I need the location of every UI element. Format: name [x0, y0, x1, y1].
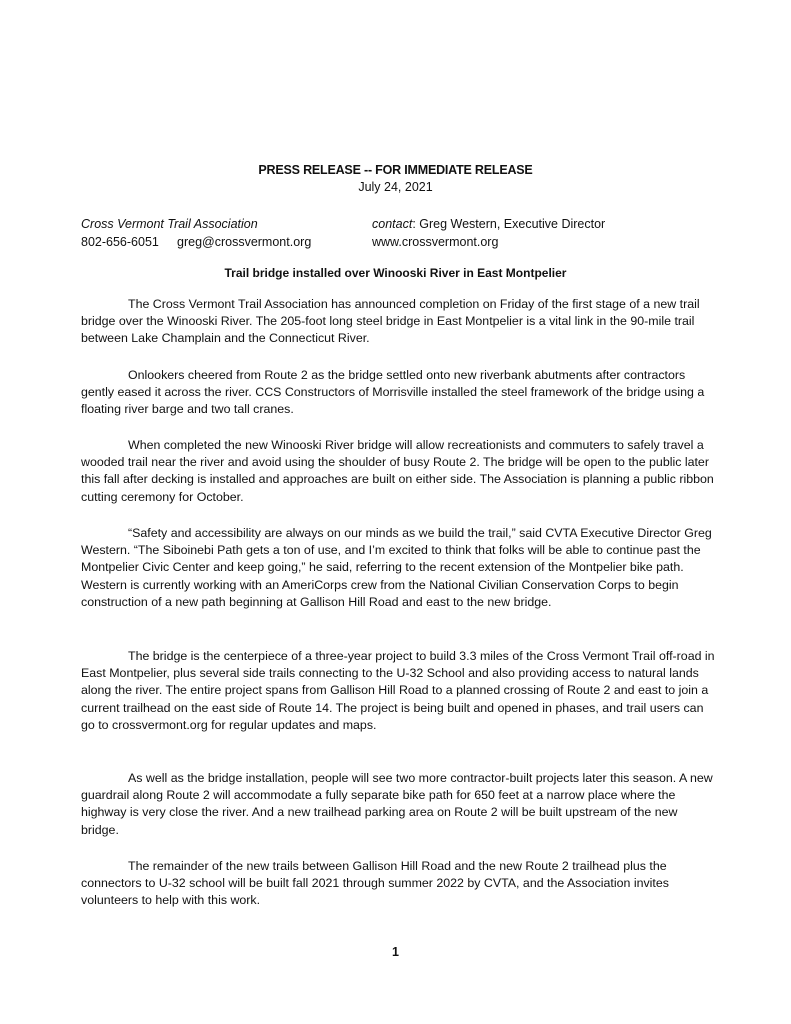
paragraph-text: As well as the bridge installation, people will see two more contractor-built projects later this season. A new guardrail along Route 2 will accommodate a fully separate bike path for 650 feet at a narrow place where the highway is very close the river. And a new trailhead parking area on Route 2 will be built upstream of the new bridge. [81, 771, 713, 837]
contact-person: : Greg Western, Executive Director [412, 217, 606, 231]
paragraph [81, 858, 717, 910]
headline: Trail bridge installed over Winooski River in East Montpelier [224, 266, 567, 280]
phone-number: 802-656-6051 [81, 235, 159, 249]
paragraph [81, 648, 717, 734]
paragraph-text: The bridge is the centerpiece of a three-year project to build 3.3 miles of the Cross Vermont Trail off-road in East Montpelier, plus several side trails connecting to the U-32 School and also providing access to natural lands along the river. The entire project spans from Gallison Hill Road to a planned crossing of Route 2 and east to join a current trailhead on the east side of Route 14. The project is being built and opened in phases, and trail users can go to crossvermont.org for regular updates and maps. [81, 649, 715, 732]
press-release-title: PRESS RELEASE -- FOR IMMEDIATE RELEASE [258, 163, 533, 177]
contact-line [372, 217, 605, 231]
organization-name: Cross Vermont Trail Association [81, 217, 258, 231]
paragraph [81, 296, 717, 348]
paragraph-text: Onlookers cheered from Route 2 as the bridge settled onto new riverbank abutments after contractors gently eased it across the river. CCS Constructors of Morrisville installed the steel framework of the bridge using a floating river barge and two tall cranes. [81, 368, 705, 417]
website-url: www.crossvermont.org [372, 235, 499, 249]
paragraph-text: “Safety and accessibility are always on our minds as we build the trail,” said CVTA Executive Director Greg Western. “The Siboinebi Path gets a ton of use, and I’m excited to think that folks will be able to continue past the Montpelier Civic Center and keep going,” he said, referring to the recent extension of the Montpelier bike path. Western is currently working with an AmeriCorps crew from the National Civilian Conservation Corps to begin construction of a new path beginning at Gallison Hill Road and east to the new bridge. [81, 526, 712, 609]
paragraph [81, 770, 717, 839]
paragraph [81, 437, 717, 506]
contact-label: contact [372, 217, 413, 231]
paragraph [81, 367, 717, 419]
paragraph-text: The remainder of the new trails between Gallison Hill Road and the new Route 2 trailhead plus the connectors to U-32 school will be built fall 2021 through summer 2022 by CVTA, and the Association invites volunteers to help with this work. [81, 859, 669, 908]
page-number: 1 [392, 945, 399, 959]
paragraph [81, 525, 717, 611]
email-address: greg@crossvermont.org [177, 235, 312, 249]
paragraph-text: The Cross Vermont Trail Association has announced completion on Friday of the first stage of a new trail bridge over the Winooski River. The 205-foot long steel bridge in East Montpelier is a vital link in the 90-mile trail between Lake Champlain and the Connecticut River. [81, 297, 700, 346]
release-date: July 24, 2021 [358, 180, 433, 194]
paragraph-text: When completed the new Winooski River bridge will allow recreationists and commuters to safely travel a wooded trail near the river and avoid using the shoulder of busy Route 2. The bridge will be open to the public later this fall after decking is installed and approaches are built on either side. The Association is planning a public ribbon cutting ceremony for October. [81, 438, 714, 504]
